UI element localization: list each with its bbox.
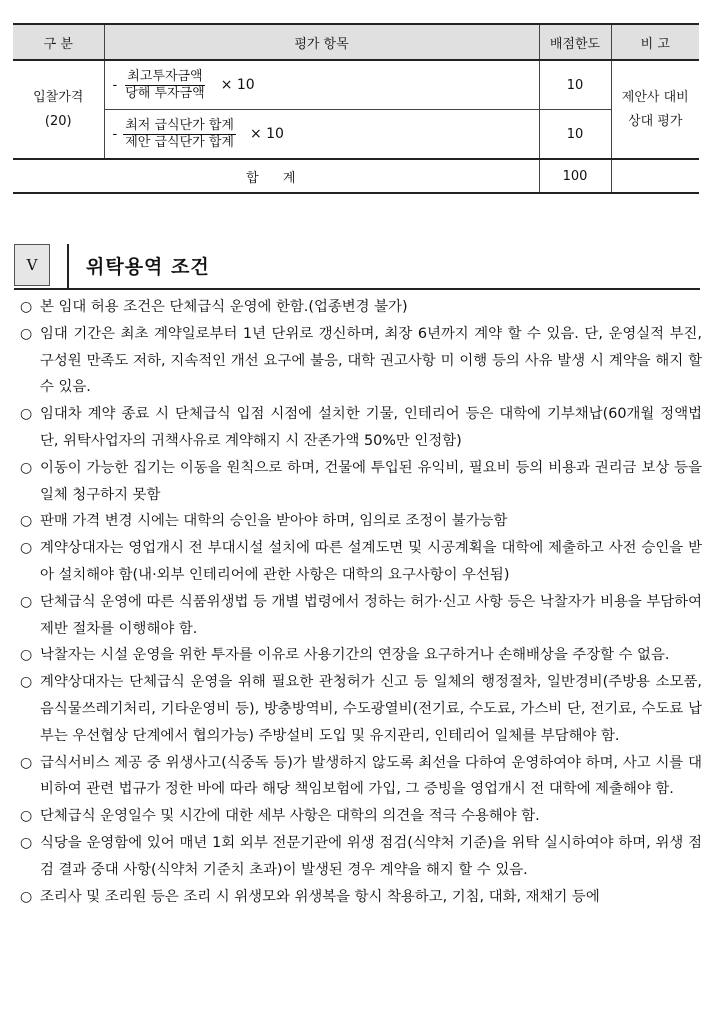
section-header <box>14 244 700 290</box>
list-item: ○ 임대차 계약 종료 시 단체급식 입점 시점에 설치한 기물, 인테리어 등은 대학에 기부채납(60개월 정액법 단, 위탁사업자의 귀책사유로 계약해지 시 잔존가액 50%만 인정함) <box>20 401 702 455</box>
fraction-2 <box>123 118 236 151</box>
fraction-1 <box>123 69 206 102</box>
list-item: ○ 조리사 및 조리원 등은 조리 시 위생모와 위생복을 항시 착용하고, 기침, 대화, 재채기 등에 <box>20 884 702 911</box>
bullet-circle-icon: ○ <box>20 459 33 476</box>
bullet-circle-icon: ○ <box>20 808 33 825</box>
category-points: (20) <box>44 113 72 129</box>
total-row <box>13 159 699 193</box>
bullet-circle-icon: ○ <box>20 888 33 905</box>
bullet-circle-icon: ○ <box>20 834 33 851</box>
header-note: 비 고 <box>611 24 699 60</box>
dash: - <box>112 77 118 93</box>
evaluation-table <box>13 23 699 194</box>
score-cell-1: 10 <box>539 60 611 110</box>
formula-cell-1 <box>104 60 539 110</box>
list-item: ○ 계약상대자는 영업개시 전 부대시설 설치에 따른 설계도면 및 시공계획을 대학에 제출하고 사전 승인을 받아 설치해야 함(내·외부 인테리어에 관한 사항은 대학의 요구사항이 우선됨) <box>20 535 702 589</box>
note-line-1: 제안사 대비 <box>621 89 689 105</box>
note-cell <box>611 60 699 159</box>
fraction-numerator: 최저 급식단가 합계 <box>125 117 234 133</box>
multiplier: × 10 <box>220 77 255 93</box>
table-row <box>13 110 699 160</box>
table-row <box>13 60 699 110</box>
total-score: 100 <box>539 159 611 193</box>
list-item: ○ 이동이 가능한 집기는 이동을 원칙으로 하며, 건물에 투입된 유익비, 필요비 등의 비용과 권리금 보상 등을 일체 청구하지 못함 <box>20 455 702 509</box>
header-item: 평가 항목 <box>104 24 539 60</box>
total-note <box>611 159 699 193</box>
fraction-numerator: 최고투자금액 <box>127 68 203 84</box>
formula-cell-2 <box>104 110 539 160</box>
fraction-denominator: 제안 급식단가 합계 <box>125 134 234 150</box>
header-category: 구 분 <box>13 24 104 60</box>
section-number: Ⅴ <box>14 244 50 286</box>
list-item: ○ 낙찰자는 시설 운영을 위한 투자를 이유로 사용기간의 연장을 요구하거나 손해배상을 주장할 수 없음. <box>20 642 702 669</box>
list-item: ○ 계약상대자는 단체급식 운영을 위해 필요한 관청허가 신고 등 일체의 행정절차, 일반경비(주방용 소모품, 음식물쓰레기처리, 기타운영비 등), 방충방역비, 수도광열비(전기료, 수도료, 가스비 단, 전기료, 수도료 납부는 우선협상 단계에서 협의가능) 주방설비 도입 및 유지관리, 인테리어 일체를 부담해야 함. <box>20 669 702 749</box>
category-cell <box>13 60 104 159</box>
bullet-circle-icon: ○ <box>20 540 33 557</box>
list-item: ○ 단체급식 운영일수 및 시간에 대한 세부 사항은 대학의 의견을 적극 수용해야 함. <box>20 803 702 830</box>
bullet-circle-icon: ○ <box>20 406 33 423</box>
score-cell-2: 10 <box>539 110 611 160</box>
bullet-circle-icon: ○ <box>20 513 33 530</box>
list-item: ○ 식당을 운영함에 있어 매년 1회 외부 전문기관에 위생 점검(식약처 기준)을 위탁 실시하여야 하며, 위생 점검 결과 중대 사항(식약처 기준치 초과)이 발생된 경우 계약을 해지 할 수 있음. <box>20 830 702 884</box>
list-item: ○ 본 임대 허용 조건은 단체급식 운영에 한함.(업종변경 불가) <box>20 294 702 321</box>
fraction-denominator: 당해 투자금액 <box>125 85 205 101</box>
section-title: 위탁용역 조건 <box>86 256 210 278</box>
section-divider <box>67 244 69 288</box>
dash: - <box>112 126 118 142</box>
total-label: 합 계 <box>13 159 539 193</box>
bullet-circle-icon: ○ <box>20 674 33 691</box>
list-item: ○ 판매 가격 변경 시에는 대학의 승인을 받아야 하며, 임의로 조정이 불가능함 <box>20 508 702 535</box>
multiplier: × 10 <box>249 126 284 142</box>
bullet-circle-icon: ○ <box>20 593 33 610</box>
list-item: ○ 급식서비스 제공 중 위생사고(식중독 등)가 발생하지 않도록 최선을 다하여 운영하여야 하며, 사고 시를 대비하여 관련 법규가 정한 바에 따라 해당 책임보험에 가입, 그 증빙을 영업개시 전 대학에 제출해야 함. <box>20 750 702 804</box>
list-item: ○ 단체급식 운영에 따른 식품위생법 등 개별 법령에서 정하는 허가·신고 사항 등은 낙찰자가 비용을 부담하여 제반 절차를 이행해야 함. <box>20 589 702 643</box>
note-line-2: 상대 평가 <box>628 113 683 129</box>
list-item: ○ 임대 기간은 최초 계약일로부터 1년 단위로 갱신하며, 최장 6년까지 계약 할 수 있음. 단, 운영실적 부진, 구성원 만족도 저하, 지속적인 개선 요구에 불응, 대학 권고사항 미 이행 등의 사유 발생 시 계약을 해지 할 수 있음. <box>20 321 702 401</box>
bullet-circle-icon: ○ <box>20 754 33 771</box>
table-header-row <box>13 24 699 60</box>
category-label: 입찰가격 <box>33 89 84 105</box>
condition-list <box>20 294 702 910</box>
bullet-circle-icon: ○ <box>20 647 33 664</box>
header-score-limit: 배점한도 <box>539 24 611 60</box>
bullet-circle-icon: ○ <box>20 299 33 315</box>
bullet-circle-icon: ○ <box>20 325 33 342</box>
